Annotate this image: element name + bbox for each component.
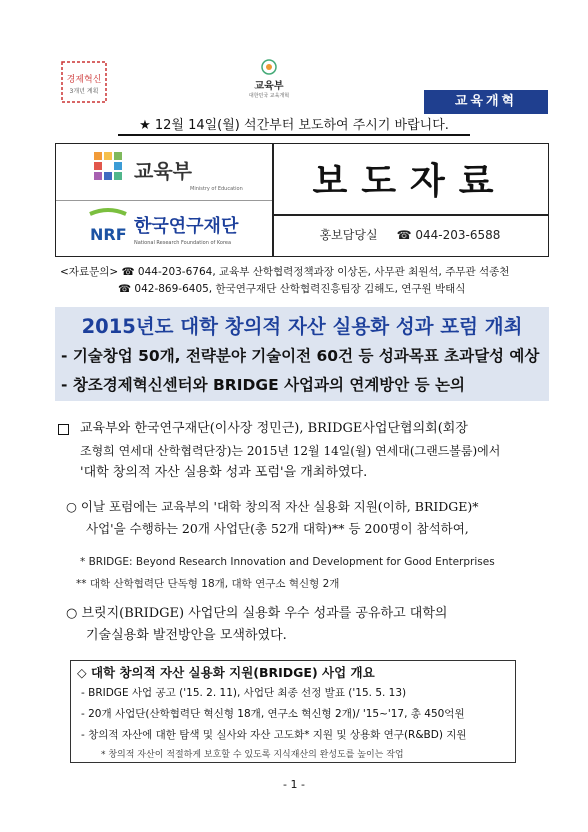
headline-sub-2: - 창조경제혁신센터와 BRIDGE 사업과의 연계방안 등 논의 — [61, 376, 465, 394]
headline-box — [55, 307, 549, 401]
moe-en: Ministry of Education — [190, 186, 243, 192]
logo-left-text: 경제혁신 — [66, 75, 102, 85]
headline-title: 2015년도 대학 창의적 자산 실용화 성과 포럼 개최 — [81, 315, 523, 338]
pr-phone: ☎ 044-203-6588 — [396, 228, 501, 242]
summary-note: * 창의적 자산이 적절하게 보호할 수 있도록 지식재산의 완성도를 높이는 작업 — [101, 750, 404, 760]
moe-emblem-icon — [94, 152, 122, 180]
nrf-name: 한국연구재단 — [134, 216, 239, 237]
footnote-2: ** 대학 산학협력단 단독형 18개, 대학 연구소 혁신형 2개 — [76, 578, 340, 590]
pr-dept: 홍보담당실 — [319, 228, 378, 242]
logo-center-sub: 대한민국 교육개혁 — [248, 93, 290, 99]
contact-row-1-text: ☎ 044-203-6764, 교육부 산학협력정책과장 이상돈, 사무관 최원석, 주무관 석종천 — [121, 266, 510, 278]
nrf-en: National Research Foundation of Korea — [134, 240, 232, 246]
summary-item-3: - 창의적 자산에 대한 탐색 및 실사와 자산 고도화* 지원 및 상용화 연구(R&BD) 지원 — [81, 729, 467, 741]
summary-item-1: - BRIDGE 사업 공고 ('15. 2. 11), 사업단 최종 선정 발표 ('15. 5. 13) — [81, 687, 407, 699]
nrf-emblem-icon — [90, 210, 127, 244]
page-number: - 1 - — [283, 778, 305, 791]
moe-reform-logo — [238, 55, 300, 99]
nrf-abbr: NRF — [90, 225, 127, 244]
footnote-1: * BRIDGE: Beyond Research Innovation and Development for Good Enterprises — [80, 556, 495, 568]
contact-row-1 — [60, 264, 509, 281]
body-p3-line1: ○ 브릿지(BRIDGE) 사업단의 실용화 우수 성과를 공유하고 대학의 — [66, 606, 448, 621]
embargo-notice: ★ 12월 14일(월) 석간부터 보도하여 주시기 바랍니다. — [118, 118, 470, 136]
press-release-title: 보도자료 — [312, 160, 508, 202]
body-p1-line2: 조형희 연세대 산학협력단장)는 2015년 12월 14일(월) 연세대(그랜드볼룸)에서 — [80, 444, 501, 458]
press-header-box — [55, 143, 549, 257]
economic-innovation-logo — [60, 60, 108, 104]
divider — [56, 200, 272, 201]
contact-info — [60, 264, 509, 298]
logo-center-text: 교육부 — [254, 81, 284, 92]
logo-left-sub: 3개년 계획 — [69, 88, 99, 95]
contact-label: <자료문의> — [60, 266, 119, 278]
program-summary-box — [70, 660, 516, 763]
moe-name: 교육부 — [134, 159, 192, 183]
summary-item-2: - 20개 사업단(산학협력단 혁신형 18개, 연구소 혁신형 2개)/ '15~'17, 총 450억원 — [81, 708, 465, 720]
body-p1-line3: '대학 창의적 자산 실용화 성과 포럼'을 개최하였다. — [80, 465, 368, 480]
body-p2-line1: ○ 이날 포럼에는 교육부의 '대학 창의적 자산 실용화 지원(이하, BRIDGE)* — [66, 499, 479, 514]
summary-title: ◇ 대학 창의적 자산 실용화 지원(BRIDGE) 사업 개요 — [77, 665, 375, 680]
body-p2-line2: 사업'을 수행하는 20개 사업단(총 52개 대학)** 등 200명이 참석하여, — [86, 521, 469, 536]
nrf-logo — [86, 206, 266, 252]
dept-tag: 교육개혁 — [424, 90, 548, 114]
divider — [272, 214, 548, 216]
moe-logo — [90, 148, 260, 196]
contact-row-2: ☎ 042-869-6405, 한국연구재단 산학협력진흥팀장 김해도, 연구원 박태식 — [118, 283, 466, 295]
headline-sub-1: - 기술창업 50개, 전략분야 기술이전 60건 등 성과목표 초과달성 예상 — [61, 347, 540, 365]
body-p3-line2: 기술실용화 발전방안을 모색하였다. — [86, 628, 287, 643]
pr-contact — [272, 226, 548, 243]
checkbox-bullet — [58, 424, 69, 435]
body-p1-line1: 교육부와 한국연구재단(이사장 정민근), BRIDGE사업단협의회(회장 — [80, 421, 468, 436]
